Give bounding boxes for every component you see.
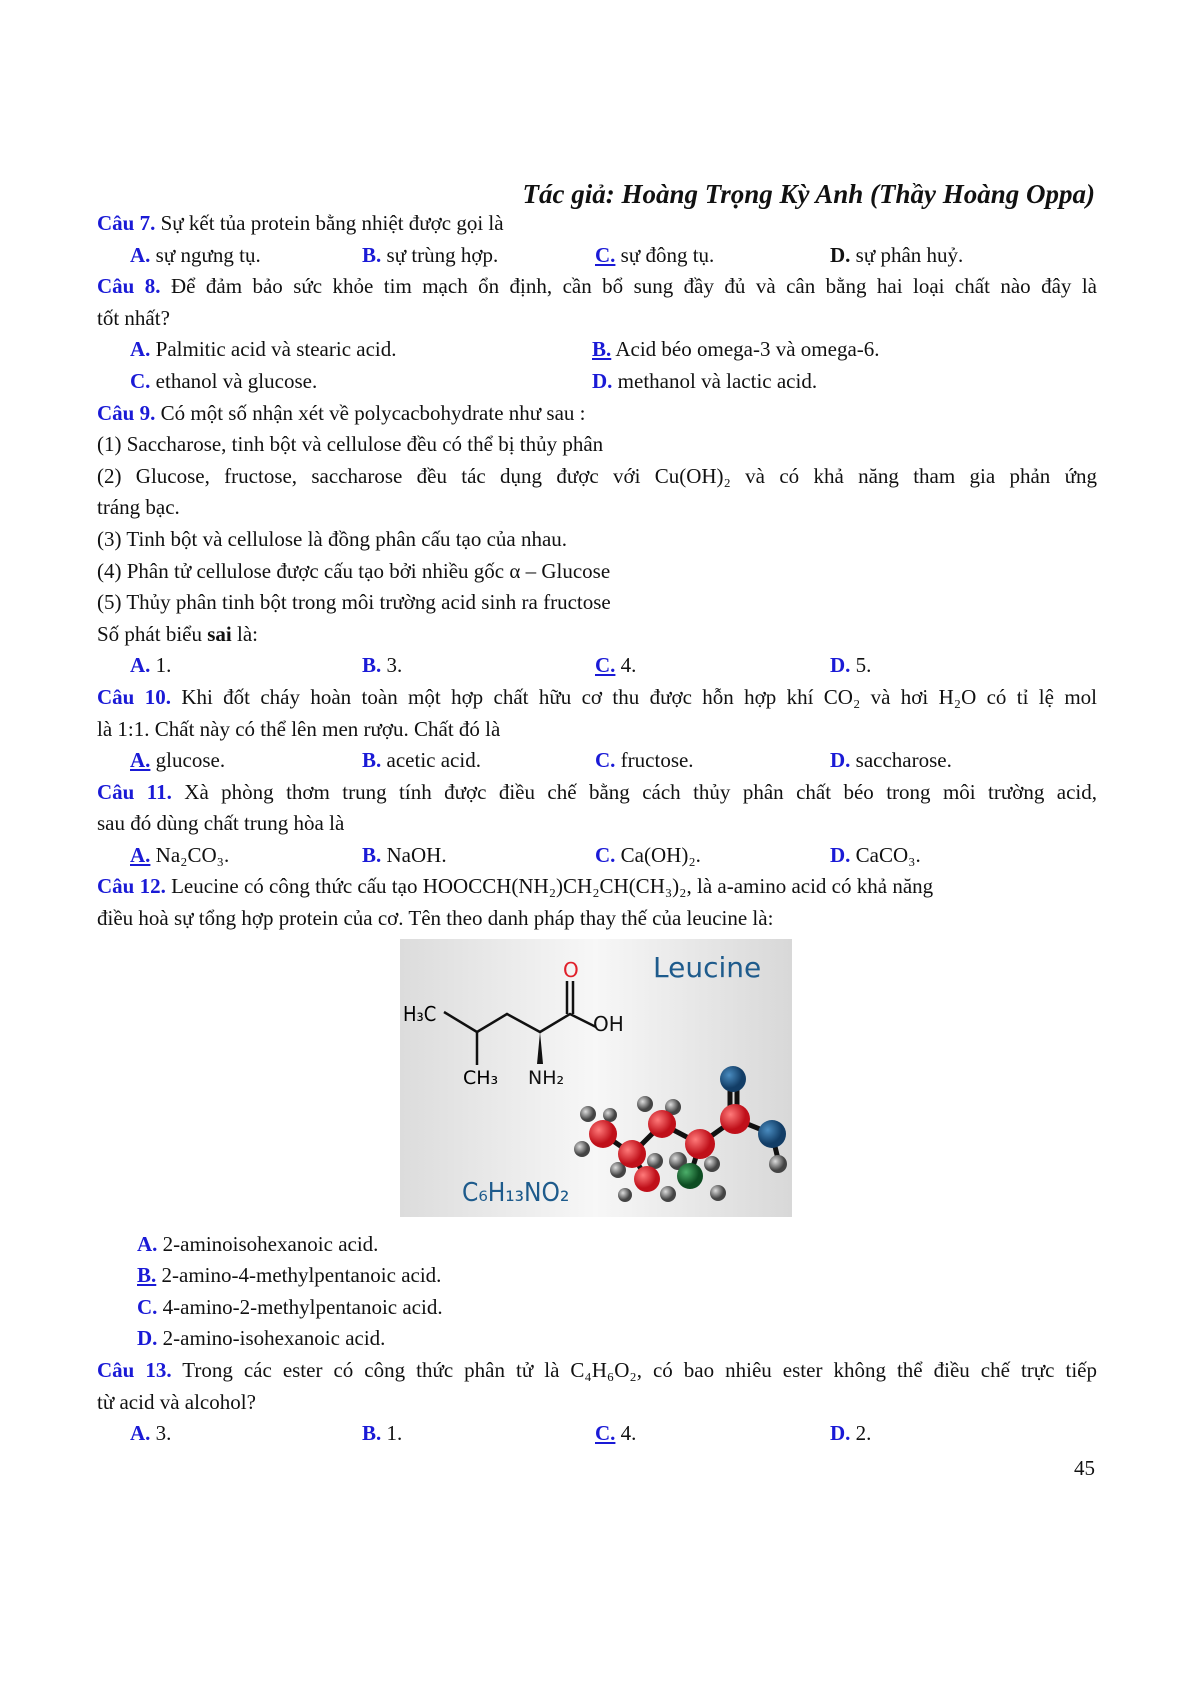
- option-text: fructose.: [620, 748, 694, 773]
- option-d[interactable]: [137, 1323, 385, 1355]
- option-b[interactable]: [362, 840, 447, 872]
- statement: (1) Saccharose, tinh bột và cellulose đều có thể bị thủy phân: [97, 432, 604, 457]
- option-label: B.: [362, 653, 382, 678]
- stem-text: điều hoà sự tổng hợp protein của cơ. Tên theo danh pháp thay thế của leucine là:: [97, 906, 774, 931]
- option-text: 3.: [155, 1421, 172, 1446]
- option-text: Ca(OH)₂.: [620, 842, 701, 867]
- question-10: [97, 682, 1097, 777]
- option-label: B.: [592, 337, 612, 362]
- option-label: B.: [362, 242, 382, 267]
- option-text: glucose.: [155, 748, 226, 773]
- option-c[interactable]: [130, 366, 317, 398]
- option-label: A.: [130, 242, 151, 267]
- ch3-label: CH₃: [463, 1066, 499, 1089]
- option-label: B.: [362, 748, 382, 773]
- option-b[interactable]: [362, 1418, 402, 1450]
- option-text: Acid béo omega-3 và omega-6.: [615, 337, 880, 362]
- option-label: D.: [830, 242, 851, 267]
- question-9: [97, 398, 1097, 682]
- option-label: D.: [830, 1421, 851, 1446]
- option-label: C.: [595, 748, 616, 773]
- option-text: 4.: [620, 1421, 637, 1446]
- option-a[interactable]: [130, 334, 397, 366]
- question-stem-continued: [97, 1387, 1097, 1419]
- question-stem: [97, 271, 1097, 303]
- question-stem-continued: [97, 714, 1097, 746]
- prompt-text: là:: [231, 621, 259, 646]
- option-d[interactable]: [830, 745, 952, 777]
- author-header: Tác giả: Hoàng Trọng Kỳ Anh (Thầy Hoàng Oppa): [522, 179, 1095, 209]
- statement: (2) Glucose, fructose, saccharose đều tác dụng được với Cu(OH)₂ và có khả năng tham gia phản ứng: [97, 463, 1097, 488]
- option-text: 4-amino-2-methylpentanoic acid.: [162, 1294, 443, 1319]
- option-a[interactable]: [130, 840, 229, 872]
- option-label: A.: [130, 1421, 151, 1446]
- option-label: A.: [130, 842, 151, 867]
- question-number: Câu 13.: [97, 1358, 172, 1383]
- option-d[interactable]: [830, 650, 871, 682]
- options-row: [97, 840, 1097, 872]
- question-13: [97, 1355, 1097, 1450]
- option-c[interactable]: [595, 240, 714, 272]
- option-label: B.: [137, 1263, 157, 1288]
- option-text: sự phân huỷ.: [855, 242, 964, 267]
- options-row: [97, 1292, 1097, 1324]
- stem-text: Khi đốt cháy hoàn toàn một hợp chất hữu cơ thu được hỗn hợp khí CO₂ và hơi H₂O có tỉ lệ mol: [181, 684, 1097, 709]
- oh-label: OH: [593, 1011, 624, 1036]
- statement: tráng bạc.: [97, 495, 180, 520]
- option-text: acetic acid.: [386, 748, 481, 773]
- options-row: [97, 745, 1097, 777]
- option-label: B.: [362, 842, 382, 867]
- question-12: [97, 871, 1097, 1355]
- option-c[interactable]: [595, 650, 636, 682]
- question-number: Câu 10.: [97, 684, 171, 709]
- option-text: 2-amino-isohexanoic acid.: [162, 1326, 386, 1351]
- option-text: 3.: [386, 653, 403, 678]
- option-text: 4.: [620, 653, 637, 678]
- stem-text: tốt nhất?: [97, 305, 170, 330]
- question-stem: [97, 777, 1097, 809]
- option-label: A.: [130, 337, 151, 362]
- prompt-emphasis: sai: [207, 621, 232, 646]
- option-label: C.: [595, 1421, 616, 1446]
- option-label: B.: [362, 1421, 382, 1446]
- question-stem: [97, 682, 1097, 714]
- option-d[interactable]: [830, 240, 963, 272]
- option-text: CaCO₃.: [855, 842, 921, 867]
- figure-title: Leucine: [653, 950, 762, 984]
- question-number: Câu 8.: [97, 274, 161, 299]
- option-a[interactable]: [130, 745, 225, 777]
- option-b[interactable]: [362, 745, 481, 777]
- stem-text: từ acid và alcohol?: [97, 1389, 256, 1414]
- oxygen-label: O: [563, 957, 579, 982]
- option-label: C.: [137, 1294, 158, 1319]
- option-label: C.: [595, 653, 616, 678]
- option-b[interactable]: [362, 240, 498, 272]
- molecular-formula: C₆H₁₃NO₂: [462, 1177, 570, 1208]
- question-number: Câu 7.: [97, 211, 156, 235]
- stem-text: sau đó dùng chất trung hòa là: [97, 811, 345, 836]
- option-c[interactable]: [595, 745, 694, 777]
- option-text: 5.: [855, 653, 872, 678]
- option-text: saccharose.: [855, 748, 952, 773]
- option-label: C.: [130, 368, 151, 393]
- option-a[interactable]: [130, 1418, 171, 1450]
- prompt-text: Số phát biểu: [97, 621, 208, 646]
- stem-text: Sự kết tủa protein bằng nhiệt được gọi là: [160, 211, 504, 235]
- option-text: 2.: [855, 1421, 872, 1446]
- question-11: [97, 777, 1097, 872]
- option-d[interactable]: [830, 840, 921, 872]
- option-c[interactable]: [137, 1292, 443, 1324]
- question-stem: [97, 871, 1097, 903]
- question-number: Câu 9.: [97, 400, 156, 425]
- options-row: [97, 1418, 1097, 1450]
- question-number: Câu 11.: [97, 779, 172, 804]
- statement: (3) Tinh bột và cellulose là đồng phân cấu tạo của nhau.: [97, 526, 568, 551]
- option-label: D.: [830, 842, 851, 867]
- option-b[interactable]: [362, 650, 402, 682]
- option-label: D.: [137, 1326, 158, 1351]
- option-text: 1.: [155, 653, 172, 678]
- stem-text: là 1:1. Chất này có thể lên men rượu. Chất đó là: [97, 716, 501, 741]
- question-prompt: [97, 619, 1097, 651]
- page-number: 45: [1074, 1456, 1095, 1480]
- option-d[interactable]: [830, 1418, 871, 1450]
- option-label: A.: [130, 748, 151, 773]
- leucine-figure: [400, 939, 792, 1217]
- option-d[interactable]: [592, 366, 817, 398]
- option-label: A.: [137, 1231, 158, 1256]
- question-stem: [97, 1355, 1097, 1387]
- option-label: C.: [595, 842, 616, 867]
- options-row: [97, 1260, 1097, 1292]
- option-text: sự ngưng tụ.: [155, 242, 261, 267]
- option-text: 1.: [386, 1421, 403, 1446]
- option-label: D.: [830, 748, 851, 773]
- option-text: Na₂CO₃.: [155, 842, 230, 867]
- options-row: [97, 1229, 1097, 1261]
- option-label: C.: [595, 242, 616, 267]
- option-c[interactable]: [595, 840, 701, 872]
- stem-text: Leucine có công thức cấu tạo HOOCCH(NH₂)CH₂CH(CH₃)₂, là a-amino acid có khả năng: [171, 874, 934, 899]
- option-a[interactable]: [130, 650, 171, 682]
- option-text: sự trùng hợp.: [386, 242, 499, 267]
- option-b[interactable]: [592, 334, 880, 366]
- stem-text: Có một số nhận xét về polycacbohydrate như sau :: [160, 400, 586, 425]
- option-text: NaOH.: [386, 842, 447, 867]
- question-list: [97, 208, 1097, 1450]
- question-stem-continued: [97, 903, 1097, 935]
- options-row: [97, 240, 1097, 272]
- option-a[interactable]: [137, 1229, 378, 1261]
- options-row: [97, 650, 1097, 682]
- stem-text: Xà phòng thơm trung tính được điều chế bằng cách thủy phân chất béo trong môi trường acid,: [184, 779, 1097, 804]
- statement: (4) Phân tử cellulose được cấu tạo bởi nhiều gốc α – Glucose: [97, 558, 611, 583]
- options-row: [97, 366, 1097, 398]
- nh2-label: NH₂: [528, 1066, 565, 1089]
- option-label: D.: [830, 653, 851, 678]
- question-stem-continued: [97, 303, 1097, 335]
- options-row: [97, 1323, 1097, 1355]
- option-text: methanol và lactic acid.: [617, 368, 818, 393]
- option-text: ethanol và glucose.: [155, 368, 318, 393]
- question-number: Câu 12.: [97, 874, 166, 899]
- stem-text: Để đảm bảo sức khỏe tim mạch ổn định, cần bổ sung đầy đủ và cân bằng hai loại chất nào đây là: [170, 274, 1097, 299]
- h3c-label: H₃C: [403, 1001, 437, 1026]
- question-8: [97, 271, 1097, 397]
- question-stem: [97, 398, 1097, 430]
- option-b[interactable]: [137, 1260, 441, 1292]
- option-label: D.: [592, 368, 613, 393]
- statement: (5) Thủy phân tinh bột trong môi trường acid sinh ra fructose: [97, 590, 611, 615]
- stem-text: Trong các ester có công thức phân tử là C₄H₆O₂, có bao nhiêu ester không thể điều chế trực tiếp: [182, 1358, 1097, 1383]
- option-label: A.: [130, 653, 151, 678]
- options-row: [97, 334, 1097, 366]
- option-a[interactable]: [130, 240, 261, 272]
- question-stem-continued: [97, 808, 1097, 840]
- option-text: 2-amino-4-methylpentanoic acid.: [161, 1263, 442, 1288]
- option-text: Palmitic acid và stearic acid.: [155, 337, 397, 362]
- question-7: [97, 208, 1097, 271]
- option-text: sự đông tụ.: [620, 242, 715, 267]
- option-c[interactable]: [595, 1418, 636, 1450]
- option-text: 2-aminoisohexanoic acid.: [162, 1231, 379, 1256]
- question-stem: [97, 208, 1097, 240]
